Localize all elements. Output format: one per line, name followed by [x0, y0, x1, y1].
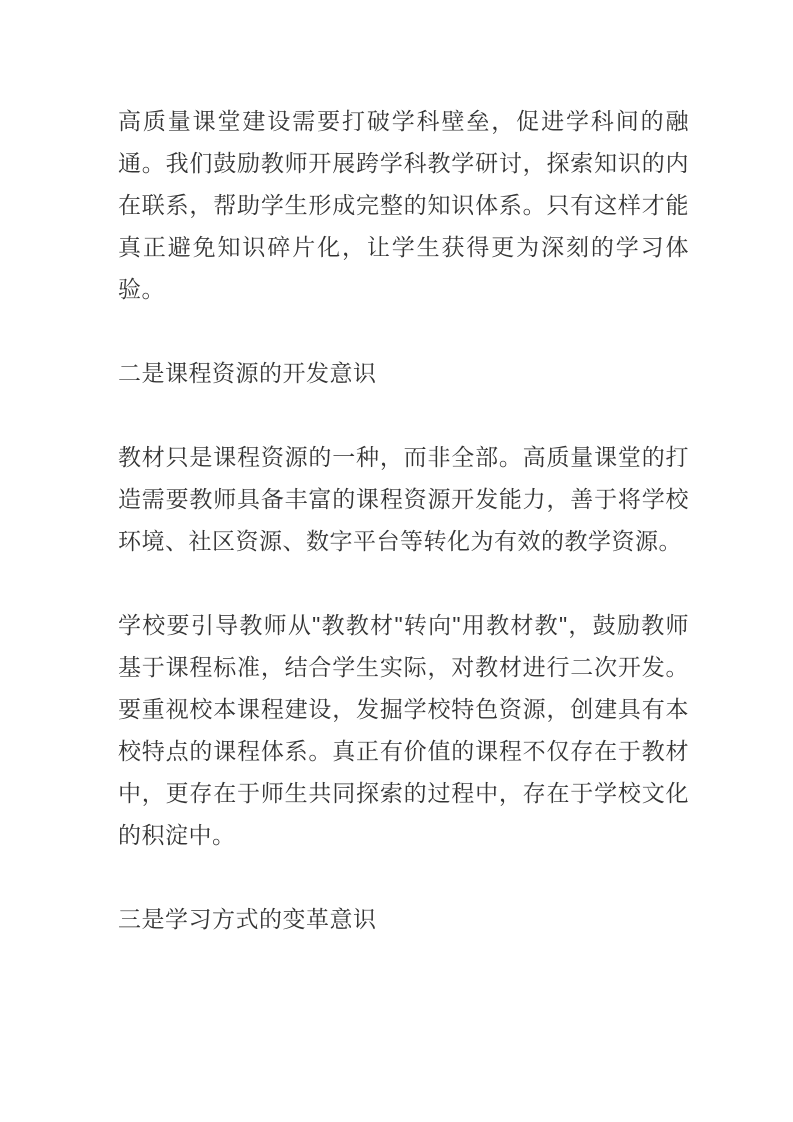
section-heading-curriculum-resources: 二是课程资源的开发意识 [118, 360, 377, 386]
paragraph-interdisciplinary: 高质量课堂建设需要打破学科壁垒，促进学科间的融通。我们鼓励教师开展跨学科教学研讨，探索知识的内在联系，帮助学生形成完整的知识体系。只有这样才能真正避免知识碎片化，让学生获得更为深刻的学习体验。 [118, 108, 689, 302]
paragraph-textbook-resources: 教材只是课程资源的一种，而非全部。高质量课堂的打造需要教师具备丰富的课程资源开发能力，善于将学校环境、社区资源、数字平台等转化为有效的教学资源。 [118, 444, 689, 554]
paragraph-school-guidance: 学校要引导教师从"教教材"转向"用教材教"，鼓励教师基于课程标准，结合学生实际，对教材进行二次开发。要重视校本课程建设，发掘学校特色资源，创建具有本校特点的课程体系。真正有价值的课程不仅存在于教材中，更存在于师生共同探索的过程中，存在于学校文化的积淀中。 [118, 612, 689, 848]
section-heading-learning-methods: 三是学习方式的变革意识 [118, 906, 377, 932]
